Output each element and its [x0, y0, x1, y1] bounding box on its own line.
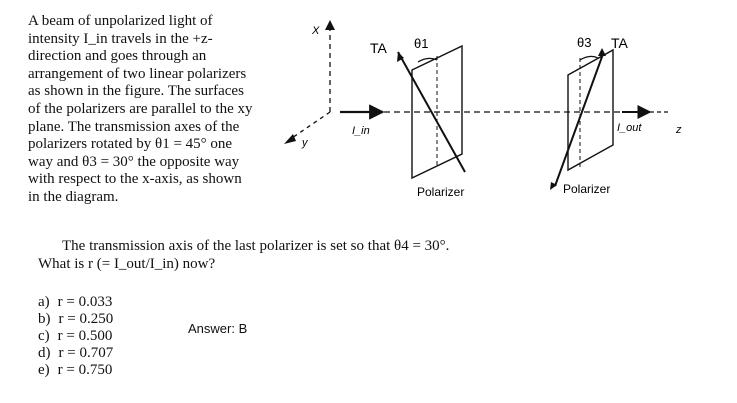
choice-letter: d): [38, 345, 51, 361]
choice-letter: a): [38, 294, 50, 310]
ta-left-label: TA: [370, 40, 387, 56]
polarizer-right-plate: [568, 50, 613, 170]
problem-line: intensity I_in travels in the +z-: [28, 30, 213, 47]
question-line-1: The transmission axis of the last polarizer is set so that θ4 = 30°.: [62, 238, 450, 254]
choice-letter: e): [38, 362, 50, 378]
problem-line: of the polarizers are parallel to the xy: [28, 100, 253, 117]
answer-label: Answer: B: [188, 321, 248, 336]
theta3-label: θ3: [577, 35, 592, 50]
choice-text: r = 0.750: [57, 362, 113, 378]
problem-line: arrangement of two linear polarizers: [28, 65, 247, 82]
choice-text: r = 0.707: [58, 345, 114, 361]
choice-letter: b): [38, 311, 51, 327]
problem-line: way and θ3 = 30° the opposite way: [28, 153, 240, 170]
ta-right-arrowhead: [598, 48, 606, 56]
z-axis-label: z: [676, 124, 682, 136]
theta1-arc: [418, 58, 437, 62]
problem-line: direction and goes through an: [28, 48, 207, 65]
i-out-label: I_out: [617, 122, 642, 134]
x-axis-arrowhead: [325, 20, 335, 30]
question-line-2: What is r (= I_out/I_in) now?: [38, 256, 216, 272]
problem-line: polarizers rotated by θ1 = 45° one: [28, 136, 233, 153]
problem-line: with respect to the x-axis, as shown: [28, 171, 242, 188]
y-axis-line: [292, 112, 330, 138]
polarizer-right-ta-line: [555, 54, 603, 186]
polarizer-right-label: Polarizer: [563, 182, 611, 196]
choice-text: r = 0.500: [57, 328, 113, 344]
y-axis-label: y: [302, 137, 308, 149]
theta1-label: θ1: [414, 36, 429, 51]
choice-letter: c): [38, 328, 50, 344]
x-axis-label: X: [312, 25, 320, 37]
choice-text: r = 0.250: [58, 311, 114, 327]
y-axis-arrowhead: [284, 134, 296, 144]
problem-line: in the diagram.: [28, 188, 119, 205]
problem-line: as shown in the figure. The surfaces: [28, 83, 244, 100]
problem-line: A beam of unpolarized light of: [28, 13, 213, 29]
choice-text: r = 0.033: [57, 294, 113, 310]
ta-right-label: TA: [611, 35, 628, 51]
problem-line: plane. The transmission axes of the: [28, 118, 240, 135]
polarizer-left-label: Polarizer: [417, 185, 465, 199]
i-in-label: I_in: [352, 125, 370, 137]
